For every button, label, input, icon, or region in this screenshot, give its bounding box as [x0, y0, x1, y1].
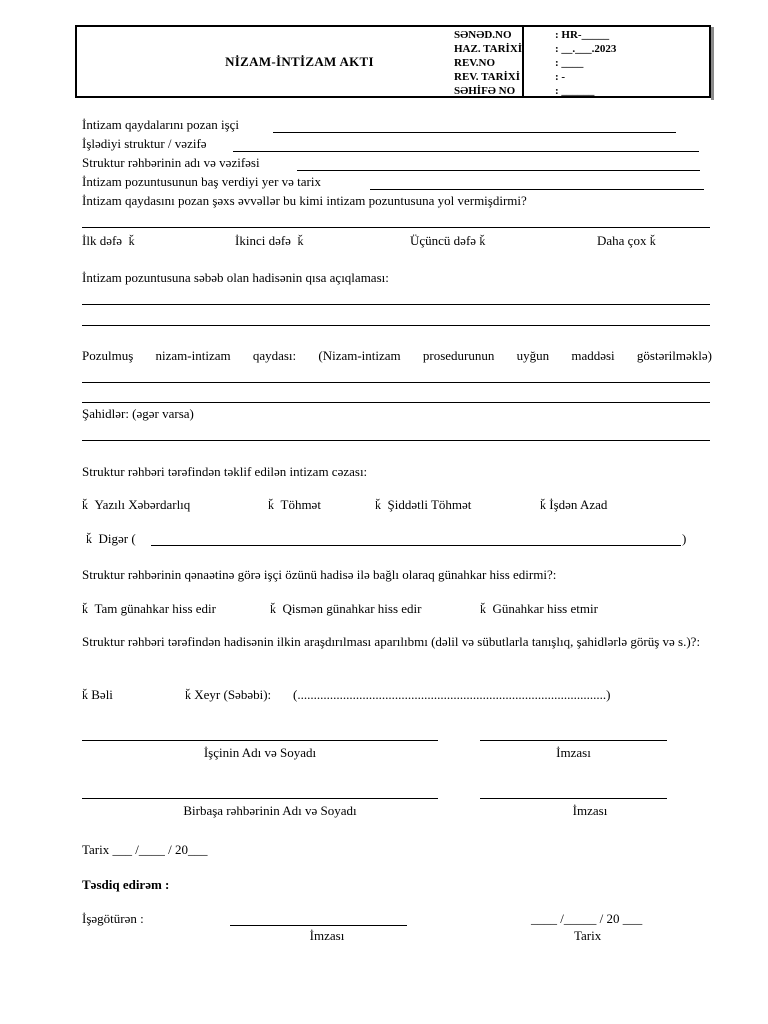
option-label-written-warning: Yazılı Xəbərdarlıq: [94, 497, 191, 512]
checkbox-dismissal[interactable]: [540, 498, 607, 512]
checkbox-reprimand[interactable]: [268, 498, 321, 512]
checkbox-first-time[interactable]: [82, 234, 135, 248]
option-label-first-time: İlk dəfə: [82, 233, 123, 248]
field-label-manager: Struktur rəhbərinin adı və vəzifəsi: [82, 155, 260, 170]
option-label-third-time: Üçüncü dəfə: [410, 233, 477, 248]
meta-value-doc-no: : HR-_____: [555, 29, 610, 41]
other-close-paren: ): [682, 531, 687, 546]
checkbox-no[interactable]: [185, 688, 271, 702]
incident-line-2[interactable]: [82, 325, 710, 326]
header-divider: [522, 27, 524, 96]
no-reason-blank[interactable]: (...............................................................................................): [293, 687, 611, 702]
option-label-reprimand: Töhmət: [280, 497, 321, 512]
approval-date-blank[interactable]: ____ /_____ / 20 ___: [531, 911, 643, 926]
checkbox-icon: ǩ: [375, 498, 381, 512]
witnesses-line[interactable]: [82, 440, 710, 441]
field-blank-place-date[interactable]: [370, 189, 704, 190]
option-label-dismissal: İşdən Azad: [549, 497, 608, 512]
witnesses-label: Şahidlər: (əgər varsa): [82, 406, 194, 421]
approval-date-label: Tarix: [574, 928, 602, 943]
option-label-partially-guilty: Qismən günahkar hiss edir: [282, 601, 422, 616]
employer-label: İşəgötürən :: [82, 911, 144, 926]
other-penalty-blank[interactable]: [151, 545, 681, 546]
option-label-other: Digər (: [98, 531, 136, 546]
meta-value-rev-no: : ____: [555, 57, 584, 69]
checkbox-icon: ǩ: [86, 532, 92, 546]
meta-label-rev-no: REV.NO: [454, 57, 496, 69]
penalty-label: Struktur rəhbəri tərəfindən təklif edilən intizam cəzası:: [82, 464, 368, 479]
checkbox-icon: ǩ: [540, 498, 546, 512]
manager-sign-line[interactable]: [480, 798, 667, 799]
field-label-violator: İntizam qaydalarını pozan işçi: [82, 117, 240, 132]
checkbox-icon: ǩ: [649, 234, 656, 248]
incident-line-1[interactable]: [82, 304, 710, 305]
checkbox-partially-guilty[interactable]: [270, 602, 422, 616]
meta-value-rev-date: : -: [555, 71, 566, 83]
meta-label-rev-date: REV. TARİXİ: [454, 71, 521, 83]
incident-label: İntizam pozuntusuna səbəb olan hadisənin qısa açıqlaması:: [82, 270, 389, 285]
field-blank-department[interactable]: [233, 151, 699, 152]
option-label-no: Xeyr (Səbəbi):: [194, 687, 272, 702]
field-blank-manager[interactable]: [297, 170, 700, 171]
checkbox-second-time[interactable]: [235, 234, 303, 248]
option-label-second-time: İkinci dəfə: [235, 233, 291, 248]
field-blank-violator[interactable]: [273, 132, 676, 133]
meta-label-page-no: SƏHİFƏ NO: [454, 85, 516, 97]
checkbox-icon: ǩ: [480, 602, 486, 616]
employee-name-label: İşçinin Adı və Soyadı: [203, 745, 317, 760]
employee-sign-line[interactable]: [480, 740, 667, 741]
checkbox-other[interactable]: [86, 532, 136, 546]
checkbox-icon: ǩ: [185, 688, 191, 702]
employee-name-line[interactable]: [82, 740, 438, 741]
investigation-label: Struktur rəhbəri tərəfindən hadisənin ilkin araşdırılması aparılıbmı (dəlil və sübutlarla tanışlıq, şahidlərlə görüş və s.)?:: [82, 634, 701, 649]
option-label-more: Daha çox: [597, 233, 647, 248]
header-shadow: [711, 27, 714, 100]
field-label-previous: İntizam qaydasını pozan şəxs əvvəllər bu kimi intizam pozuntusuna yol vermişdirmi?: [82, 193, 527, 208]
checkbox-icon: ǩ: [270, 602, 276, 616]
checkbox-icon: ǩ: [82, 688, 88, 702]
checkbox-written-warning[interactable]: [82, 498, 190, 512]
manager-name-label: Birbaşa rəhbərinin Adı və Soyadı: [183, 803, 357, 818]
manager-name-line[interactable]: [82, 798, 438, 799]
employee-sign-label: İmzası: [556, 745, 591, 760]
option-label-not-guilty: Günahkar hiss etmir: [492, 601, 598, 616]
checkbox-third-time[interactable]: [410, 234, 485, 248]
violated-rule-line-1[interactable]: [82, 382, 710, 383]
guilt-label: Struktur rəhbərinin qənaətinə görə işçi özünü hadisə ilə bağlı olaraq günahkar hiss edirmi?:: [82, 567, 557, 582]
checkbox-severe-reprimand[interactable]: [375, 498, 471, 512]
field-label-place-date: İntizam pozuntusunun baş verdiyi yer və tarix: [82, 174, 321, 189]
option-label-fully-guilty: Tam günahkar hiss edir: [94, 601, 216, 616]
employer-sign-label: İmzası: [309, 928, 345, 943]
document-header: [75, 25, 711, 98]
meta-value-page-no: : ______: [555, 85, 595, 97]
checkbox-icon: ǩ: [297, 234, 304, 248]
meta-label-doc-no: SƏNƏD.NO: [454, 29, 512, 41]
document-title: NİZAM-İNTİZAM AKTI: [225, 53, 374, 69]
checkbox-icon: ǩ: [268, 498, 274, 512]
option-label-yes: Bəli: [91, 687, 113, 702]
checkbox-more[interactable]: [597, 234, 656, 248]
checkbox-icon: ǩ: [82, 602, 88, 616]
checkbox-not-guilty[interactable]: [480, 602, 598, 616]
employer-sign-line[interactable]: [230, 925, 407, 926]
manager-sign-label: İmzası: [572, 803, 608, 818]
answer-line-previous[interactable]: [82, 227, 710, 228]
checkbox-yes[interactable]: [82, 688, 113, 702]
violated-rule-line-2[interactable]: [82, 402, 710, 403]
approval-title: Təsdiq edirəm :: [82, 877, 170, 892]
field-label-department: İşlədiyi struktur / vəzifə: [82, 136, 207, 151]
checkbox-icon: ǩ: [82, 498, 88, 512]
meta-label-prep-date: HAZ. TARİXİ: [454, 43, 523, 55]
violated-rule-label: Pozulmuş nizam-intizam qaydası: (Nizam-intizam prosedurunun uyğun maddəsi göstərilməklə): [82, 348, 712, 363]
checkbox-icon: ǩ: [128, 234, 135, 248]
option-label-severe-reprimand: Şiddətli Töhmət: [387, 497, 472, 512]
date-line[interactable]: Tarix ___ /____ / 20___: [82, 842, 208, 857]
checkbox-fully-guilty[interactable]: [82, 602, 216, 616]
checkbox-icon: ǩ: [479, 234, 486, 248]
meta-value-prep-date: : __.___.2023: [555, 43, 617, 55]
